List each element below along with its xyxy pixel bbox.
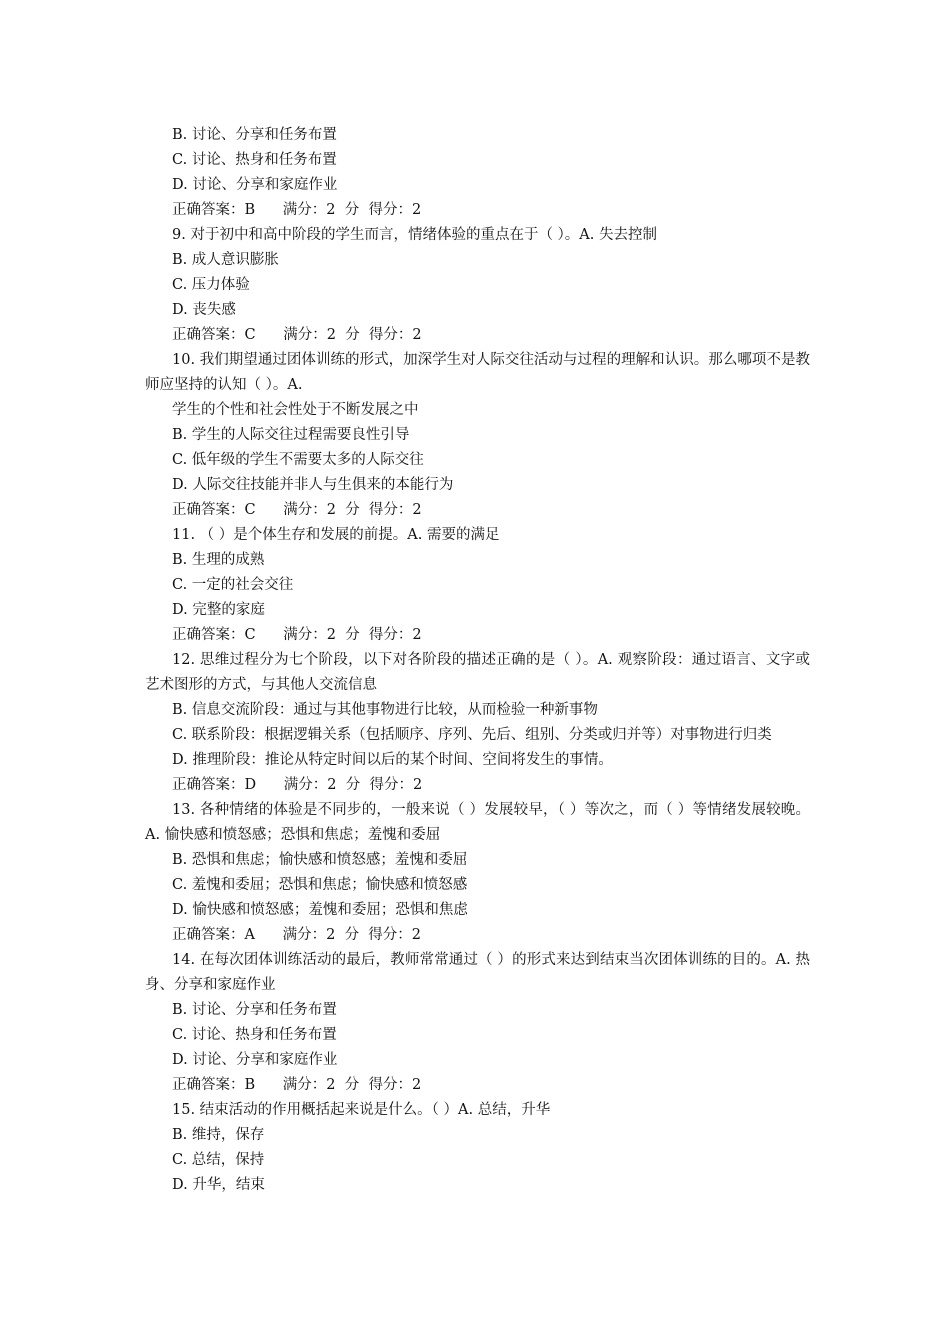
answer-line: 正确答案：B 满分：2 分 得分：2 bbox=[172, 1077, 422, 1093]
option-line: C. 低年级的学生不需要太多的人际交往 bbox=[172, 452, 424, 468]
option-line: B. 生理的成熟 bbox=[172, 552, 265, 568]
answer-line: 正确答案：D 满分：2 分 得分：2 bbox=[172, 777, 423, 793]
option-line: 学生的个性和社会性处于不断发展之中 bbox=[172, 402, 419, 418]
option-line: D. 人际交往技能并非人与生俱来的本能行为 bbox=[172, 477, 454, 493]
option-line: D. 讨论、分享和家庭作业 bbox=[172, 177, 338, 193]
document-body bbox=[145, 123, 810, 1198]
option-line: C. 羞愧和委屈；恐惧和焦虑；愉快感和愤怒感 bbox=[172, 877, 468, 893]
option-line: B. 讨论、分享和任务布置 bbox=[172, 1002, 337, 1018]
option-line: D. 讨论、分享和家庭作业 bbox=[172, 1052, 338, 1068]
answer-line: 正确答案：B 满分：2 分 得分：2 bbox=[172, 202, 422, 218]
question-13: 13. 各种情绪的体验是不同步的，一般来说（ ）发展较早，（ ）等次之，而（ ）等情绪发展较晚。A. 愉快感和愤怒感；恐惧和焦虑；羞愧和委屈 bbox=[145, 802, 810, 843]
answer-line: 正确答案：C 满分：2 分 得分：2 bbox=[172, 627, 422, 643]
answer-line: 正确答案：C 满分：2 分 得分：2 bbox=[172, 502, 422, 518]
question-9: 9. 对于初中和高中阶段的学生而言，情绪体验的重点在于（ ）。A. 失去控制 bbox=[172, 227, 657, 243]
option-line: C. 讨论、热身和任务布置 bbox=[172, 1027, 337, 1043]
option-line: D. 丧失感 bbox=[172, 302, 236, 318]
option-line: C. 讨论、热身和任务布置 bbox=[172, 152, 337, 168]
question-12: 12. 思维过程分为七个阶段，以下对各阶段的描述正确的是（ ）。A. 观察阶段：通过语言、文字或艺术图形的方式，与其他人交流信息 bbox=[145, 652, 810, 693]
option-line: D. 完整的家庭 bbox=[172, 602, 265, 618]
answer-line: 正确答案：C 满分：2 分 得分：2 bbox=[172, 327, 422, 343]
option-line: B. 维持，保存 bbox=[172, 1127, 265, 1143]
question-10: 10. 我们期望通过团体训练的形式，加深学生对人际交往活动与过程的理解和认识。那么哪项不是教师应坚持的认知（ ）。A. bbox=[145, 352, 810, 393]
question-11: 11. （ ）是个体生存和发展的前提。A. 需要的满足 bbox=[172, 527, 500, 543]
option-line: B. 信息交流阶段：通过与其他事物进行比较，从而检验一种新事物 bbox=[172, 702, 598, 718]
option-line: D. 推理阶段：推论从特定时间以后的某个时间、空间将发生的事情。 bbox=[172, 752, 613, 768]
option-line: C. 一定的社会交往 bbox=[172, 577, 294, 593]
option-line: B. 恐惧和焦虑；愉快感和愤怒感；羞愧和委屈 bbox=[172, 852, 468, 868]
option-line: B. 成人意识膨胀 bbox=[172, 252, 279, 268]
option-line: B. 学生的人际交往过程需要良性引导 bbox=[172, 427, 410, 443]
option-line: C. 总结，保持 bbox=[172, 1152, 265, 1168]
option-line-wrapped: C. 联系阶段：根据逻辑关系（包括顺序、序列、先后、组别、分类或归并等）对事物进行归类 bbox=[172, 727, 772, 743]
option-line: C. 压力体验 bbox=[172, 277, 250, 293]
question-14: 14. 在每次团体训练活动的最后，教师常常通过（ ）的形式来达到结束当次团体训练的目的。A. 热身、分享和家庭作业 bbox=[145, 952, 810, 993]
option-line: B. 讨论、分享和任务布置 bbox=[172, 127, 337, 143]
answer-line: 正确答案：A 满分：2 分 得分：2 bbox=[172, 927, 422, 943]
option-line: D. 愉快感和愤怒感；羞愧和委屈；恐惧和焦虑 bbox=[172, 902, 468, 918]
option-line: D. 升华，结束 bbox=[172, 1177, 265, 1193]
question-15: 15. 结束活动的作用概括起来说是什么。（ ）A. 总结，升华 bbox=[172, 1102, 551, 1118]
